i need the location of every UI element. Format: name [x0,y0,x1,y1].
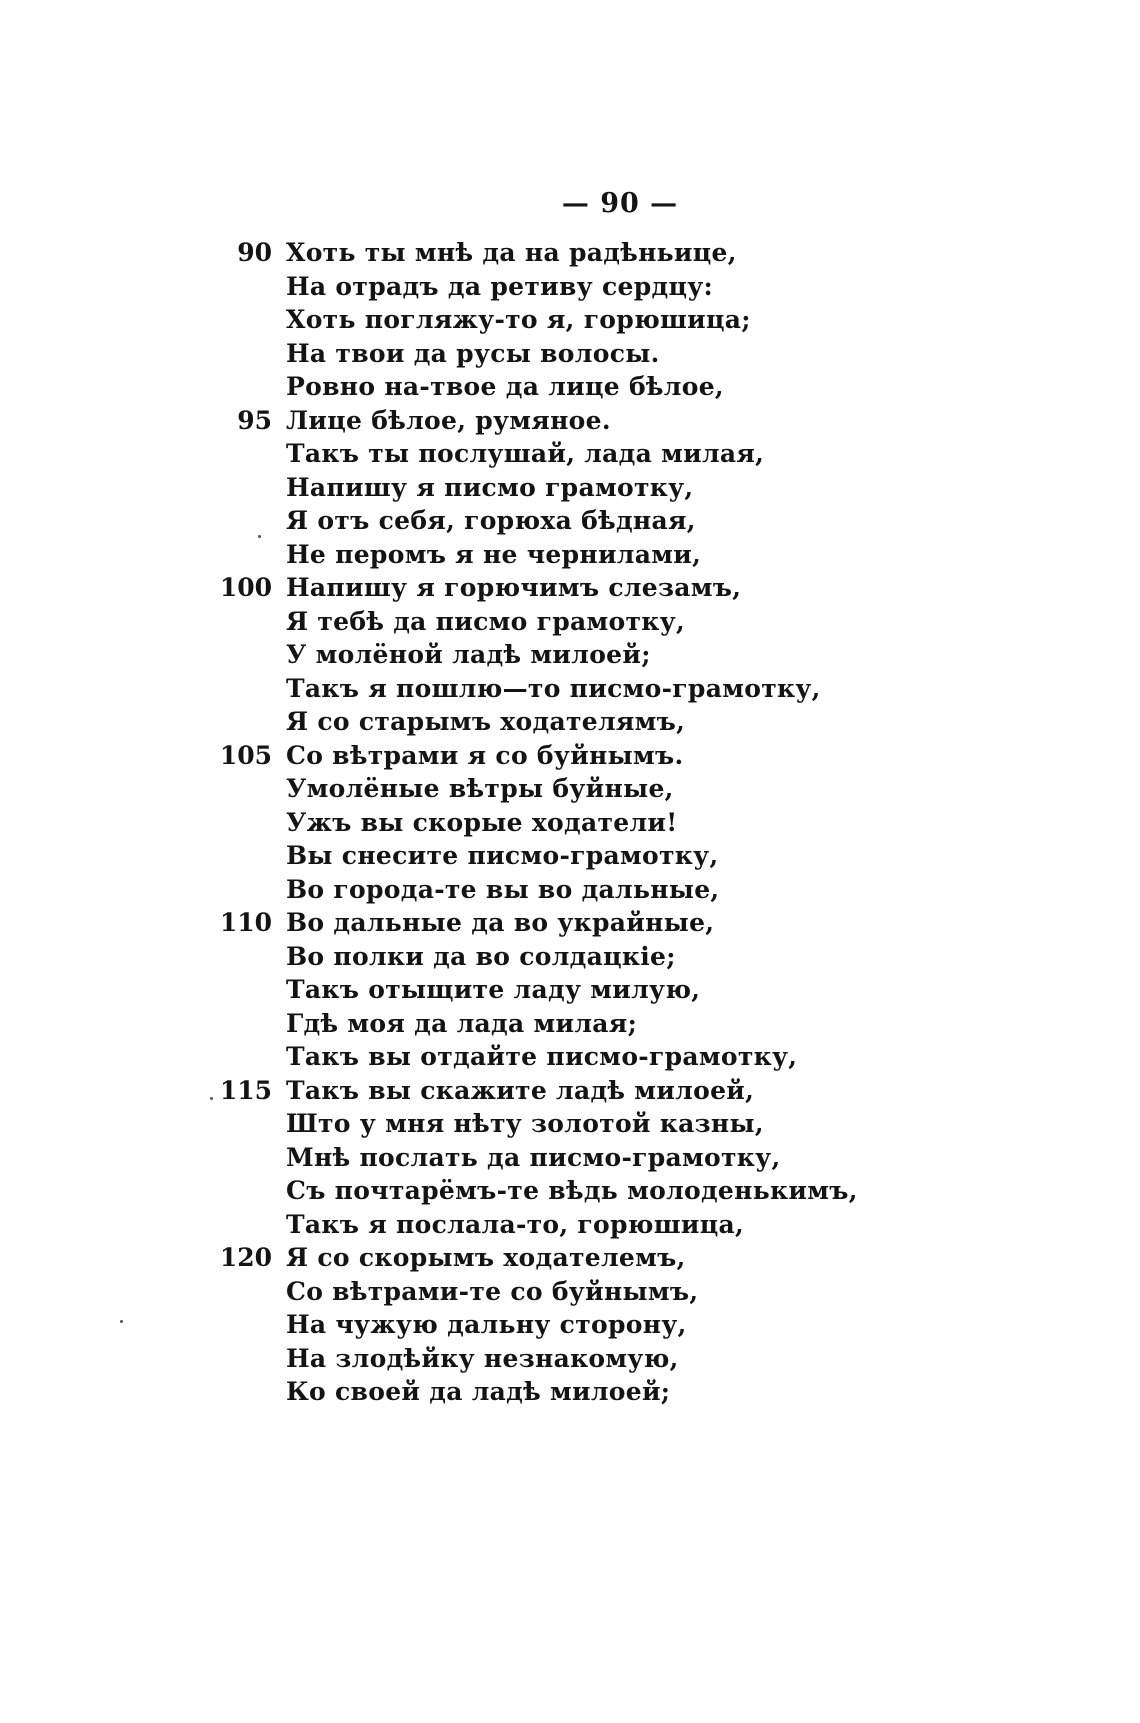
verse-line [0,839,1140,873]
line-number: 115 [219,1075,272,1105]
verse-line [0,303,1140,337]
verse-line [0,1308,1140,1342]
verse-text: Во дальные да во украйные, [286,908,715,937]
verse-text: Хоть погляжу-то я, горюшица; [286,305,751,334]
line-number: 95 [237,405,272,435]
verse-line [0,337,1140,371]
verse-text: Я отъ себя, горюха бѣдная, [286,506,696,535]
line-number: 110 [219,908,272,937]
page-number: — 90 — [561,188,679,219]
line-number: 90 [237,238,272,267]
verse-text: У молёной ладѣ милоей; [286,640,651,669]
verse-text: Напишу я горючимъ слезамъ, [286,573,742,602]
verse-text: Такъ я пошлю—то писмо-грамотку, [286,673,821,703]
line-number: 120 [219,1243,272,1272]
verse-line [0,538,1140,572]
verse-line [0,638,1140,672]
verse-line [0,705,1140,739]
verse-text: На твои да русы волосы. [286,338,660,368]
verse-block [0,236,1140,1409]
verse-text: Во города-те вы во дальные, [286,874,720,904]
verse-line [0,571,1140,605]
verse-text: На отрадъ да ретиву сердцу: [286,271,714,301]
verse-text: Я со старымъ ходателямъ, [286,707,686,736]
verse-line [0,1275,1140,1309]
verse-text: Такъ вы скажите ладѣ милоей, [286,1075,755,1105]
verse-text: Што у мня нѣту золотой казны, [286,1109,764,1138]
verse-text: Ко своей да ладѣ милоей; [286,1377,671,1406]
verse-line [0,1174,1140,1208]
verse-line [0,973,1140,1007]
verse-text: На злодѣйку незнакомую, [286,1343,679,1373]
verse-line [0,772,1140,806]
verse-line [0,806,1140,840]
verse-text: Я тебѣ да писмо грамотку, [286,606,685,636]
verse-line [0,1208,1140,1242]
verse-text: Со вѣтрами-те со буйнымъ, [286,1276,699,1306]
print-speck [210,1097,213,1100]
verse-line [0,236,1140,270]
verse-text: Ужъ вы скорые ходатели! [286,807,678,837]
verse-line [0,504,1140,538]
verse-text: Во полки да во солдацкіе; [286,941,676,971]
verse-line [0,873,1140,907]
verse-line [0,672,1140,706]
verse-line [0,471,1140,505]
verse-line [0,1074,1140,1108]
verse-line [0,1375,1140,1409]
verse-text: Такъ вы отдайте писмо-грамотку, [286,1042,798,1071]
verse-text: Ровно на-твое да лице бѣлое, [286,372,724,401]
verse-line [0,1141,1140,1175]
verse-line [0,270,1140,304]
verse-line [0,404,1140,438]
verse-line [0,940,1140,974]
print-speck [258,535,261,538]
line-number: 105 [219,740,272,770]
print-speck [120,1320,123,1323]
verse-line [0,437,1140,471]
verse-text: Такъ отыщите ладу милую, [286,975,701,1004]
line-number: 100 [219,573,272,602]
verse-text: Со вѣтрами я со буйнымъ. [286,740,684,770]
verse-line [0,1342,1140,1376]
verse-line [0,906,1140,940]
verse-text: Хоть ты мнѣ да на радѣньице, [286,238,737,267]
verse-line [0,605,1140,639]
verse-text: Съ почтарёмъ-те вѣдь молоденькимъ, [286,1176,858,1205]
verse-text: Такъ ты послушай, лада милая, [286,439,765,468]
verse-line [0,1007,1140,1041]
verse-text: Вы снесите писмо-грамотку, [286,841,719,870]
verse-line [0,370,1140,404]
verse-text: Умолёные вѣтры буйные, [286,774,674,803]
verse-text: На чужую дальну сторону, [286,1310,687,1339]
verse-text: Напишу я писмо грамотку, [286,472,694,502]
verse-line [0,1107,1140,1141]
verse-line [0,1241,1140,1275]
verse-text: Не перомъ я не чернилами, [286,539,702,569]
verse-text: Мнѣ послать да писмо-грамотку, [286,1142,781,1172]
verse-text: Я со скорымъ ходателемъ, [286,1243,686,1272]
verse-line [0,739,1140,773]
verse-text: Лице бѣлое, румяное. [286,405,611,435]
verse-text: Такъ я послала-то, горюшица, [286,1209,744,1239]
verse-text: Гдѣ моя да лада милая; [286,1008,638,1038]
verse-line [0,1040,1140,1074]
